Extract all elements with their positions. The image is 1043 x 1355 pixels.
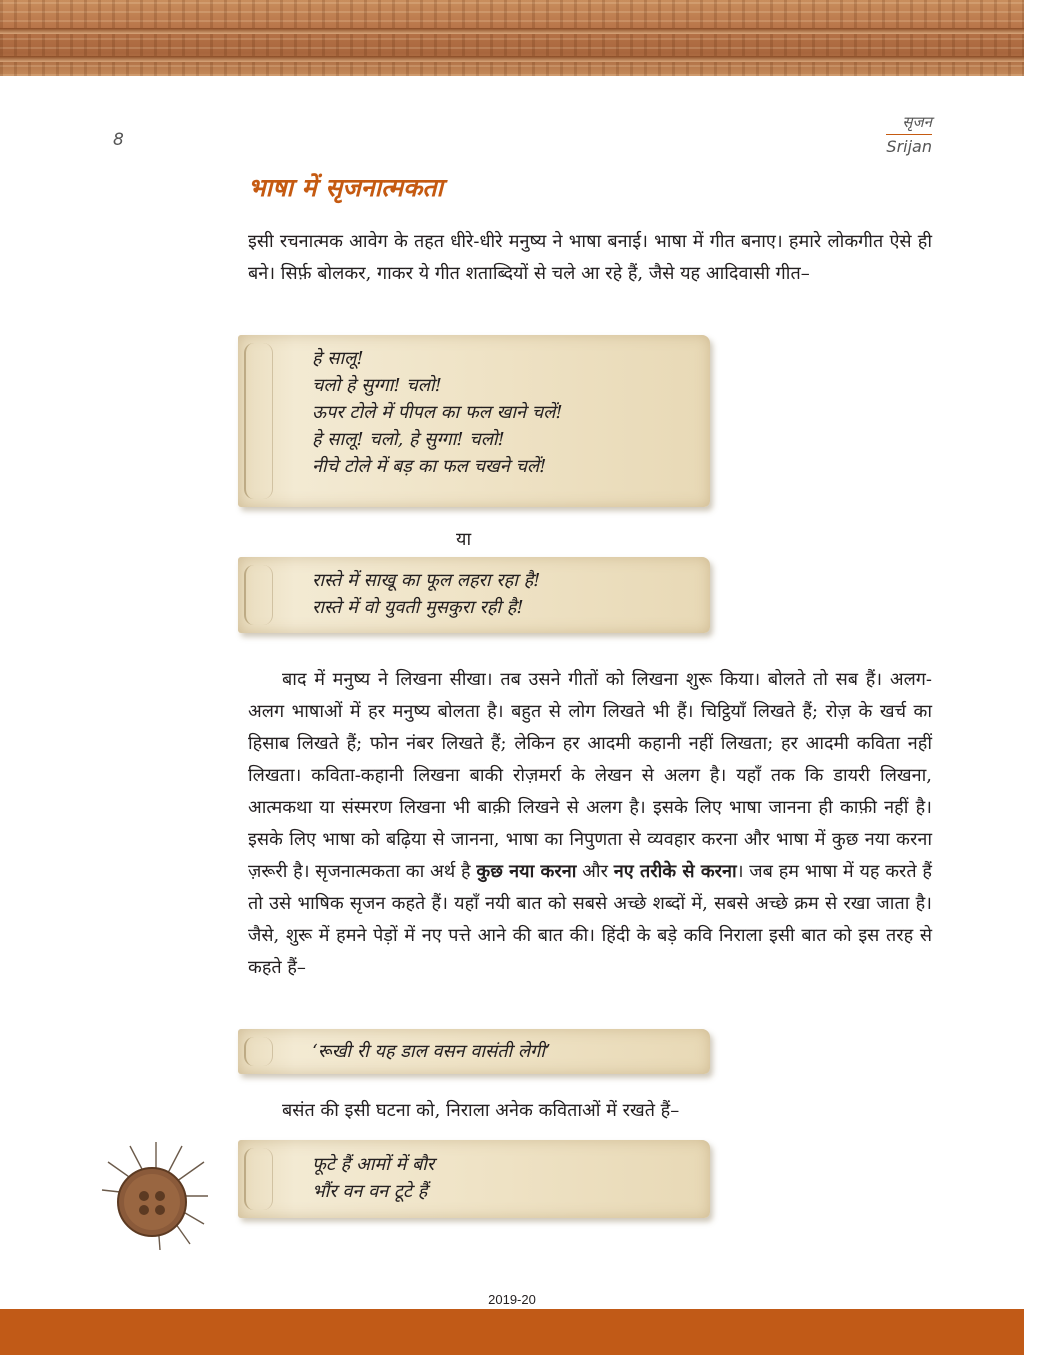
tribal-song-box xyxy=(238,335,710,507)
or-separator: या xyxy=(456,529,472,550)
emphasis-new-way: नए तरीके से करना xyxy=(613,861,737,882)
conjunction-text: और xyxy=(576,861,614,882)
poem-line: हे सालू! xyxy=(312,348,364,369)
poem-lines xyxy=(312,567,690,621)
second-song-box xyxy=(238,557,710,633)
poem-line: ऊपर टोले में पीपल का फल खाने चलें! xyxy=(312,402,563,423)
main-paragraph xyxy=(248,664,932,984)
header-band-rail xyxy=(0,56,1024,62)
spring-paragraph: बसंत की इसी घटना को, निराला अनेक कविताओं में रखते हैं– xyxy=(282,1100,680,1121)
nirala-poem-box xyxy=(238,1140,710,1218)
poem-line: रास्ते में साखू का फूल लहरा रहा है! xyxy=(312,570,541,591)
bottom-band xyxy=(0,1309,1024,1355)
emphasis-something-new: कुछ नया करना xyxy=(476,861,577,882)
poem-line: ‘रूखी री यह डाल वसन वासंती लेगी’ xyxy=(312,1041,551,1062)
shield-with-arrows-icon xyxy=(100,1140,212,1252)
poem-line: चलो हे सुग्गा! चलो! xyxy=(312,375,442,396)
decorative-header-band xyxy=(0,0,1024,76)
poem-lines xyxy=(312,1038,690,1065)
poem-line: नीचे टोले में बड़ का फल चखने चलें! xyxy=(312,456,547,477)
running-head xyxy=(886,112,932,156)
year-footer: 2019-20 xyxy=(488,1292,536,1307)
nirala-quote-box xyxy=(238,1029,710,1074)
poem-line: भौंर वन वन टूटे हैं xyxy=(312,1181,428,1202)
section-title: भाषा में सृजनात्मकता xyxy=(248,173,444,202)
running-head-latin: Srijan xyxy=(886,137,932,156)
page-number: 8 xyxy=(113,130,124,150)
poem-line: हे सालू! चलो, हे सुग्गा! चलो! xyxy=(312,429,505,450)
poem-line: फूटे हैं आमों में बौर xyxy=(312,1154,435,1175)
intro-paragraph: इसी रचनात्मक आवेग के तहत धीरे-धीरे मनुष्य ने भाषा बनाई। भाषा में गीत बनाए। हमारे लोकगीत ऐसे ही बने। सिर्फ़ बोलकर, गाकर ये गीत शताब्दियों से चले आ रहे हैं, जैसे यह आदिवासी गीत– xyxy=(248,231,932,284)
poem-lines xyxy=(312,1151,690,1205)
running-head-hindi: सृजन xyxy=(886,112,932,135)
header-band-rail xyxy=(0,28,1024,34)
main-paragraph-text-cont: । जब हम भाषा में यह करते हैं तो उसे भाषिक सृजन कहते हैं। यहाँ नयी बात को सबसे अच्छे शब्दों में, सबसे अच्छे क्रम से रखा जाता है। जैसे, शुरू में हमने पेड़ों में नए पत्ते आने की बात की। हिंदी के बड़े कवि निराला इसी बात को इस तरह से कहते हैं– xyxy=(248,861,932,978)
poem-lines xyxy=(312,345,690,480)
poem-line: रास्ते में वो युवती मुसकुरा रही है! xyxy=(312,597,524,618)
main-paragraph-text: बाद में मनुष्य ने लिखना सीखा। तब उसने गीतों को लिखना शुरू किया। बोलते तो सब हैं। अलग-अलग भाषाओं में हर मनुष्य बोलता है। बहुत से लोग लिखते भी हैं। चिट्ठियाँ लिखते हैं; रोज़ के खर्च का हिसाब लिखते हैं; फोन नंबर लिखते हैं; लेकिन हर आदमी कहानी नहीं लिखता; हर आदमी कविता नहीं लिखता। कविता-कहानी लिखना बाकी रोज़मर्रा के लेखन से अलग है। यहाँ तक कि डायरी लिखना, आत्मकथा या संस्मरण लिखना भी बाक़ी लिखने से अलग है। इसके लिए भाषा जानना ही काफ़ी नहीं है। इसके लिए भाषा को बढ़िया से जानना, भाषा का निपुणता से व्यवहार करना और भाषा में कुछ नया करना ज़रूरी है। सृजनात्मकता का अर्थ है xyxy=(248,669,932,882)
